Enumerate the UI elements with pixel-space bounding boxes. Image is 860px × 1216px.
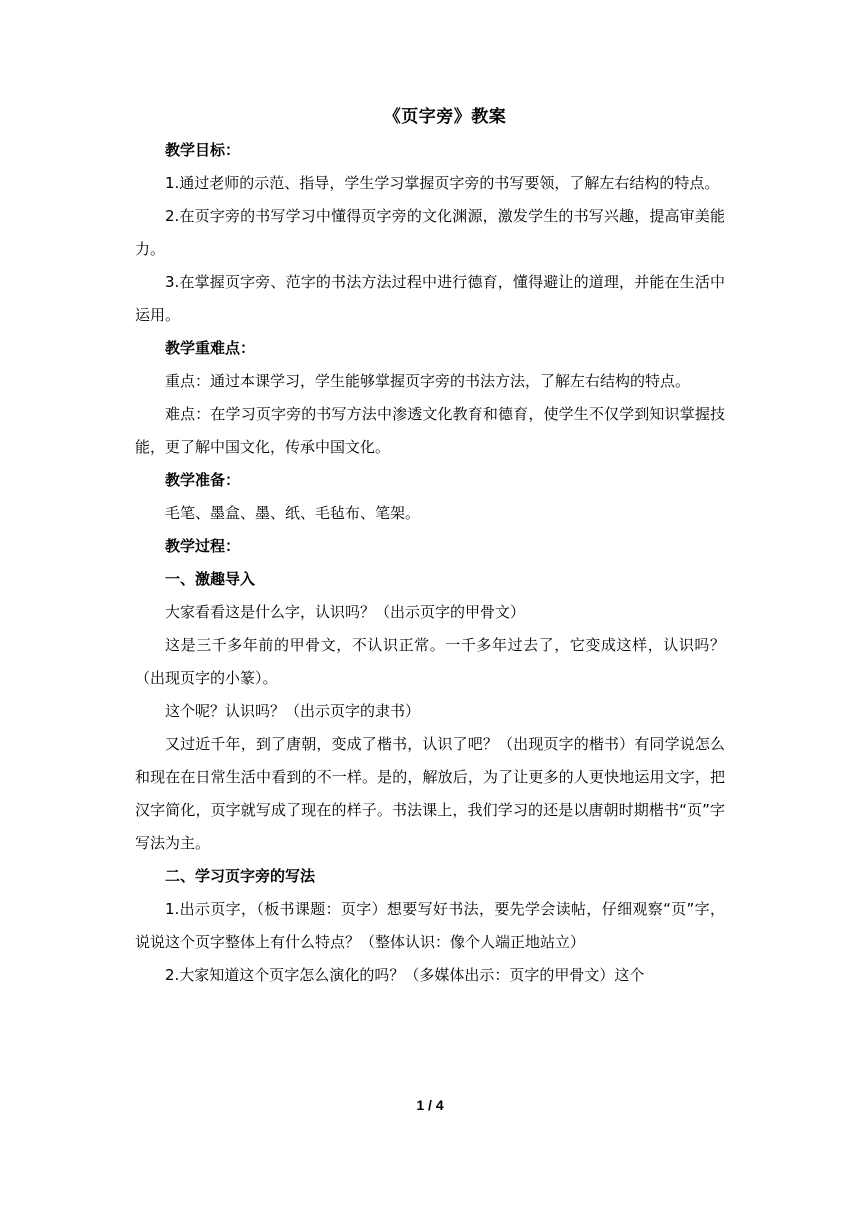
goals-heading: 教学目标： [165, 141, 241, 159]
part-1-paragraph-1: 大家看看这是什么字，认识吗？（出示页字的甲骨文） [165, 603, 526, 621]
process-heading: 教学过程： [165, 537, 241, 555]
part-1-paragraph-4: 又过近千年，到了唐朝，变成了楷书，认识了吧？（出现页字的楷书）有同学说怎么和现在在日常生活中看到的不一样。是的，解放后，为了让更多的人更快地运用文字，把汉字简化，页字就写成了现在的样子。书法课上，我们学习的还是以唐朝时期楷书“页”字写法为主。 [135, 735, 725, 852]
part-2-paragraph-2: 2.大家知道这个页字怎么演化的吗？（多媒体出示：页字的甲骨文）这个 [165, 966, 645, 984]
page-number: 1 / 4 [416, 1097, 444, 1113]
part-1-heading: 一、激趣导入 [165, 570, 256, 588]
document-title: 《页字旁》教案 [383, 107, 507, 127]
preparation-heading: 教学准备： [165, 471, 241, 489]
document-body [135, 100, 725, 992]
key-point-paragraph: 重点：通过本课学习，学生能够掌握页字旁的书法方法，了解左右结构的特点。 [165, 372, 691, 390]
part-2-paragraph-1: 1.出示页字，（板书课题：页字）想要写好书法，要先学会读帖，仔细观察“页”字，说说这个页字整体上有什么特点？（整体认识：像个人端正地站立） [135, 900, 725, 951]
part-2-heading: 二、学习页字旁的写法 [165, 867, 316, 885]
goal-3-paragraph: 3.在掌握页字旁、范字的书法方法过程中进行德育，懂得避让的道理，并能在生活中运用。 [135, 273, 725, 324]
goal-1-paragraph: 1.通过老师的示范、指导，学生学习掌握页字旁的书写要领，了解左右结构的特点。 [165, 174, 720, 192]
difficult-point-paragraph: 难点：在学习页字旁的书写方法中渗透文化教育和德育，使学生不仅学到知识掌握技能，更了解中国文化，传承中国文化。 [135, 405, 725, 456]
key-points-heading: 教学重难点： [165, 339, 256, 357]
goal-2-paragraph: 2.在页字旁的书写学习中懂得页字旁的文化渊源，激发学生的书写兴趣，提高审美能力。 [135, 207, 725, 258]
preparation-items: 毛笔、墨盒、墨、纸、毛毡布、笔架。 [165, 504, 421, 522]
part-1-paragraph-3: 这个呢？认识吗？（出示页字的隶书） [165, 702, 421, 720]
part-1-paragraph-2: 这是三千多年前的甲骨文，不认识正常。一千多年过去了，它变成这样，认识吗？（出现页字的小篆）。 [135, 636, 725, 687]
